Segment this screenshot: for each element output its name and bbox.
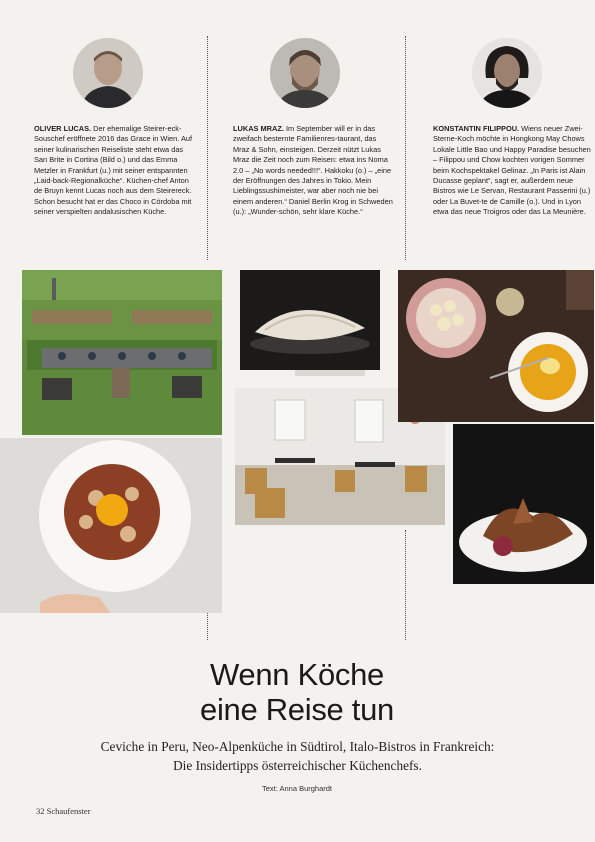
- column-divider: [405, 530, 406, 640]
- portrait-lukas-mraz: [270, 38, 340, 108]
- subhead-line-2: Die Insidertipps österreichischer Küchenchefs.: [173, 758, 422, 773]
- portrait-oliver-lucas: [73, 38, 143, 108]
- column-konstantin-filippou: [433, 124, 593, 218]
- publication-name: Schaufenster: [46, 806, 91, 816]
- column-lukas-mraz: [233, 124, 393, 218]
- page-number: 32: [36, 806, 45, 816]
- photo-dumplings-tart: [398, 270, 594, 422]
- chef-description: Wiens neuer Zwei-Sterne-Koch möchte in Hongkong May Chows Lokale Little Bao und Happy Paradise besuchen – Filippou und Chow kochten vorigen Sommer beim Kochspektakel Gelinaz. „In Paris ist Alain Ducasse geplant“, sagt er, außerdem neue Bistros wie Le Servan, Restaurant Passerini (u.) oder La Buvet-te de Camille (o.). Und in Lyon etwa das neue Troigros oder das La Meunière.: [433, 124, 591, 217]
- page-folio: [36, 806, 91, 816]
- column-divider: [207, 36, 208, 260]
- column-divider: [405, 36, 406, 260]
- chef-name: OLIVER LUCAS.: [34, 124, 92, 133]
- column-oliver-lucas: [34, 124, 196, 218]
- chef-description: Der ehemalige Steirer-eck-Souschef eröffnete 2016 das Grace in Wien. Auf seiner kulinarischen Reiseliste steht etwa das San Brite in Cortina (Bild o.) und das Emma Metzler in Frankfurt (u.) mit seiner entspannten „Laid-back-Regionalküche“. Küchen-chef Anton de Bruyn kennt Lucas noch aus dem Steirereck. Schon besucht hat er das Choco in Córdoba mit seiner verspielten andalusischen Küche.: [34, 124, 193, 217]
- photo-quail-dish: [453, 424, 594, 584]
- photo-egg-yolk-dish: [0, 438, 222, 613]
- subhead-line-1: Ceviche in Peru, Neo-Alpenküche in Südtirol, Italo-Bistros in Frankreich:: [100, 739, 495, 754]
- headline-line-1: Wenn Köche: [210, 657, 384, 692]
- photo-garden-table: [22, 270, 222, 435]
- subhead: [20, 737, 575, 775]
- chef-description: Im September will er in das zweifach besternte Familienres-taurant, das Mraz & Sohn, einsteigen. Derzeit nützt Lukas Mraz die Zeit noch zum Reisen: etwa ins Noma 2.0 – „No words needed!!!“. Hakkoku (o.) – „eine der Eröffnungen des Jahres in Tokio. Mein Lieblingssushimeister, war aber noch nie bei einem anderen.“ Daniel Berlin Krog in Schweden (u.): „Wunder-schön, sehr klare Küche.“: [233, 124, 393, 217]
- photo-fish-dish: [240, 270, 380, 370]
- portrait-konstantin-filippou: [472, 38, 542, 108]
- chef-name: KONSTANTIN FILIPPOU.: [433, 124, 520, 133]
- author-credit: Text: Anna Burghardt: [261, 784, 333, 793]
- chef-name: LUKAS MRAZ.: [233, 124, 284, 133]
- headline: [97, 657, 497, 727]
- headline-line-2: eine Reise tun: [200, 692, 394, 727]
